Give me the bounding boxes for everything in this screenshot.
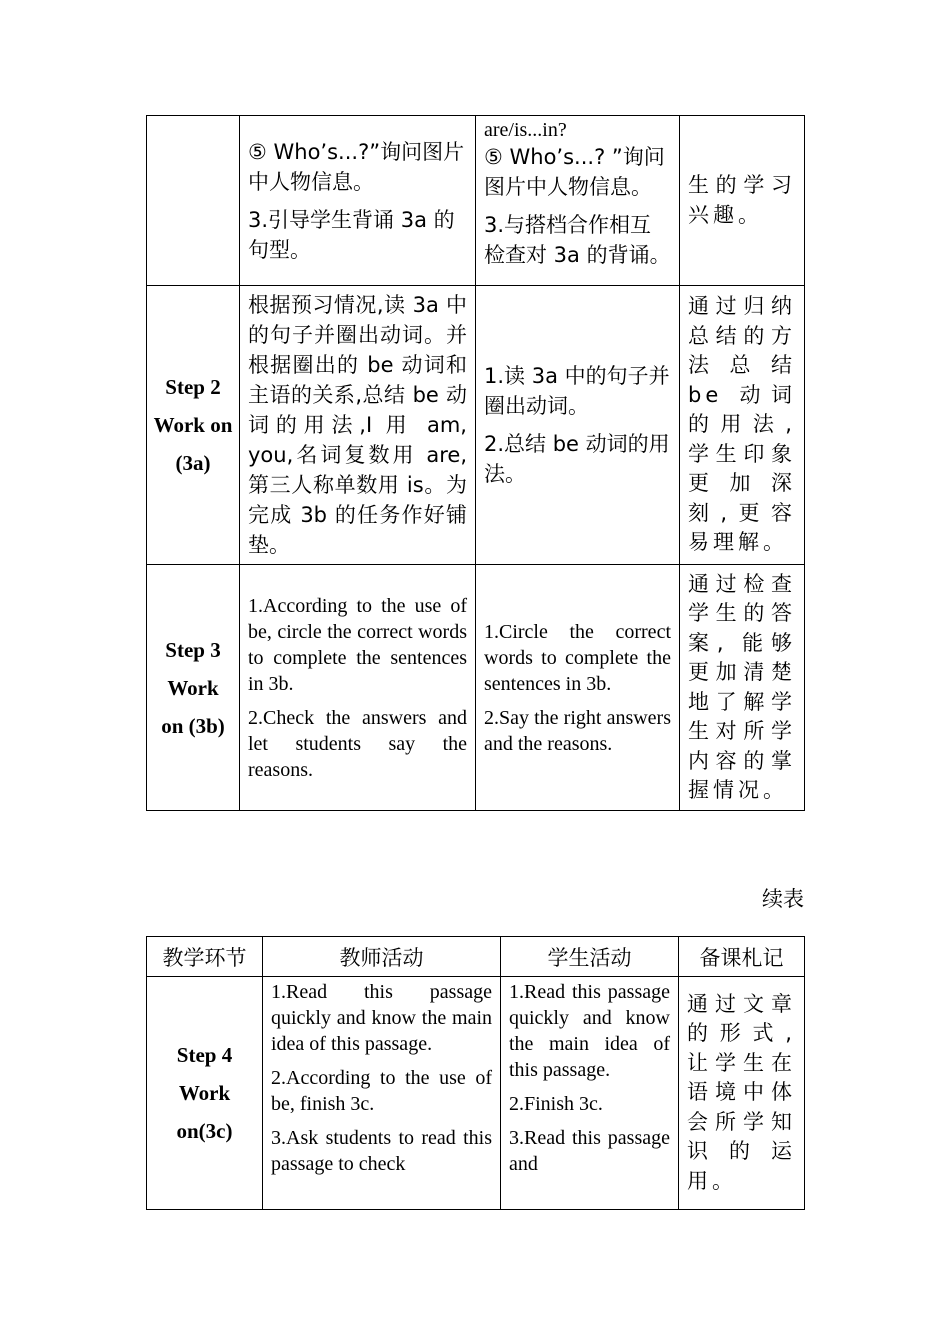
note-cell: 通过检查学生的答案, 能够更加清楚地了解学生对所学内容的掌握情况。	[680, 565, 805, 811]
note-cell: 通过归纳总结的方法总结 be 动词的用法,学生印象更加深刻,更容易理解。	[680, 286, 805, 565]
header-student-activity: 学生活动	[501, 937, 679, 977]
student-activity-cell: 1.Read this passage quickly and know the main idea of this passage. 2.Finish 3c. 3.Read this passage and	[501, 977, 679, 1210]
table-row	[147, 977, 805, 1210]
table-header-row	[147, 937, 805, 977]
lesson-plan-table-part1	[146, 115, 805, 811]
student-activity-cell: 1.读 3a 中的句子并圈出动词。 2.总结 be 动词的用法。	[476, 286, 680, 565]
teacher-activity-cell: 根据预习情况,读 3a 中的句子并圈出动词。并根据圈出的 be 动词和主语的关系,总结 be 动词的用法,I 用 am, you,名词复数用 are, 第三人称单数用 is。为完成 3b 的任务作好铺垫。	[240, 286, 476, 565]
table-row	[147, 116, 805, 286]
teacher-activity-cell: 1.According to the use of be, circle the correct words to complete the sentences in 3b. 2.Check the answers and let students say the reasons.	[240, 565, 476, 811]
note-cell: 通过文章的形式,让学生在语境中体会所学知识的运用。	[679, 977, 805, 1210]
header-notes: 备课札记	[679, 937, 805, 977]
table-row	[147, 565, 805, 811]
continued-label: 续表	[762, 887, 804, 911]
step-cell: Step 4 Work on(3c)	[147, 977, 263, 1210]
header-teaching-step: 教学环节	[147, 937, 263, 977]
table-row	[147, 286, 805, 565]
step-cell: Step 2 Work on (3a)	[147, 286, 240, 565]
step-cell: Step 3 Work on (3b)	[147, 565, 240, 811]
note-cell: 生的学习兴趣。	[680, 116, 805, 286]
student-activity-cell: 1.Circle the correct words to complete the sentences in 3b. 2.Say the right answers and the reasons.	[476, 565, 680, 811]
step-cell	[147, 116, 240, 286]
header-teacher-activity: 教师活动	[263, 937, 501, 977]
student-activity-cell: are/is...in? ⑤ Who’s...? ”询问图片中人物信息。 3.与搭档合作相互检查对 3a 的背诵。	[476, 116, 680, 286]
lesson-plan-table-part2	[146, 936, 805, 1210]
teacher-activity-cell: ⑤ Who’s...?”询问图片中人物信息。 3.引导学生背诵 3a 的句型。	[240, 116, 476, 286]
teacher-activity-cell: 1.Read this passage quickly and know the main idea of this passage. 2.According to the use of be, finish 3c. 3.Ask students to read this passage to check	[263, 977, 501, 1210]
